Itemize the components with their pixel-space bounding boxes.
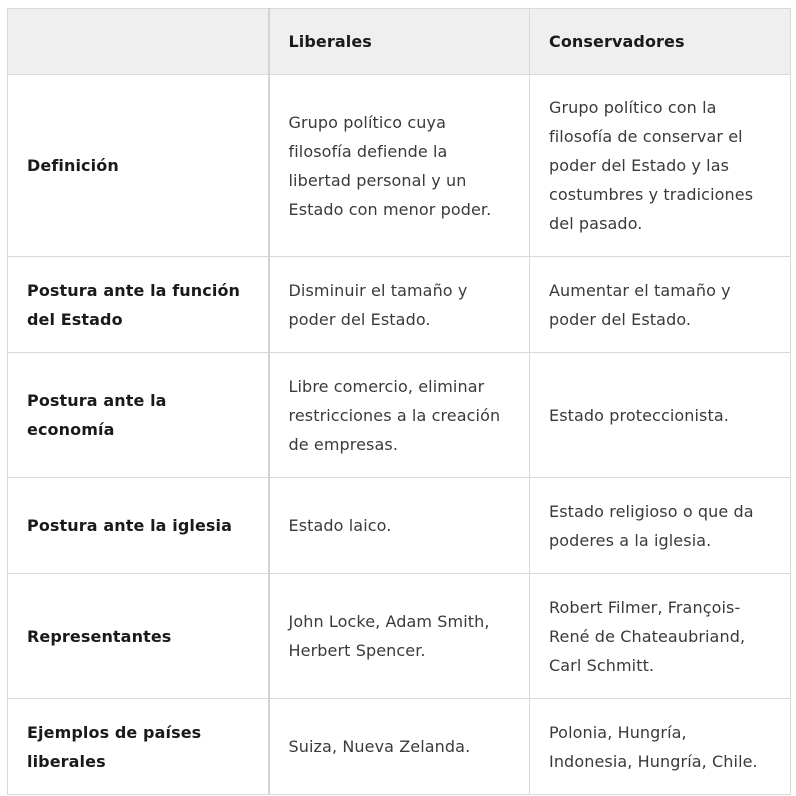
table-row	[8, 353, 791, 478]
row-label: Postura ante la iglesia	[8, 478, 269, 574]
table-row	[8, 257, 791, 353]
row-label: Postura ante la función del Estado	[8, 257, 269, 353]
cell-conservadores: Polonia, Hungría, Indonesia, Hungría, Chile.	[530, 699, 791, 795]
table-header-row	[8, 9, 791, 75]
row-label: Definición	[8, 75, 269, 257]
cell-conservadores: Robert Filmer, François-René de Chateaubriand, Carl Schmitt.	[530, 574, 791, 699]
cell-conservadores: Estado religioso o que da poderes a la iglesia.	[530, 478, 791, 574]
cell-liberales: Disminuir el tamaño y poder del Estado.	[269, 257, 530, 353]
table-row	[8, 75, 791, 257]
table-row	[8, 574, 791, 699]
cell-liberales: John Locke, Adam Smith, Herbert Spencer.	[269, 574, 530, 699]
row-label: Postura ante la economía	[8, 353, 269, 478]
row-label: Representantes	[8, 574, 269, 699]
row-label: Ejemplos de países liberales	[8, 699, 269, 795]
cell-liberales: Grupo político cuya filosofía defiende la libertad personal y un Estado con menor poder.	[269, 75, 530, 257]
header-cell-conservadores: Conservadores	[530, 9, 791, 75]
table-row	[8, 478, 791, 574]
cell-liberales: Libre comercio, eliminar restricciones a la creación de empresas.	[269, 353, 530, 478]
cell-conservadores: Aumentar el tamaño y poder del Estado.	[530, 257, 791, 353]
header-cell-liberales: Liberales	[269, 9, 530, 75]
cell-liberales: Estado laico.	[269, 478, 530, 574]
cell-liberales: Suiza, Nueva Zelanda.	[269, 699, 530, 795]
comparison-table-container	[7, 8, 791, 795]
cell-conservadores: Grupo político con la filosofía de conservar el poder del Estado y las costumbres y tradiciones del pasado.	[530, 75, 791, 257]
comparison-table	[7, 8, 791, 795]
cell-conservadores: Estado proteccionista.	[530, 353, 791, 478]
header-cell-empty	[8, 9, 269, 75]
table-row	[8, 699, 791, 795]
